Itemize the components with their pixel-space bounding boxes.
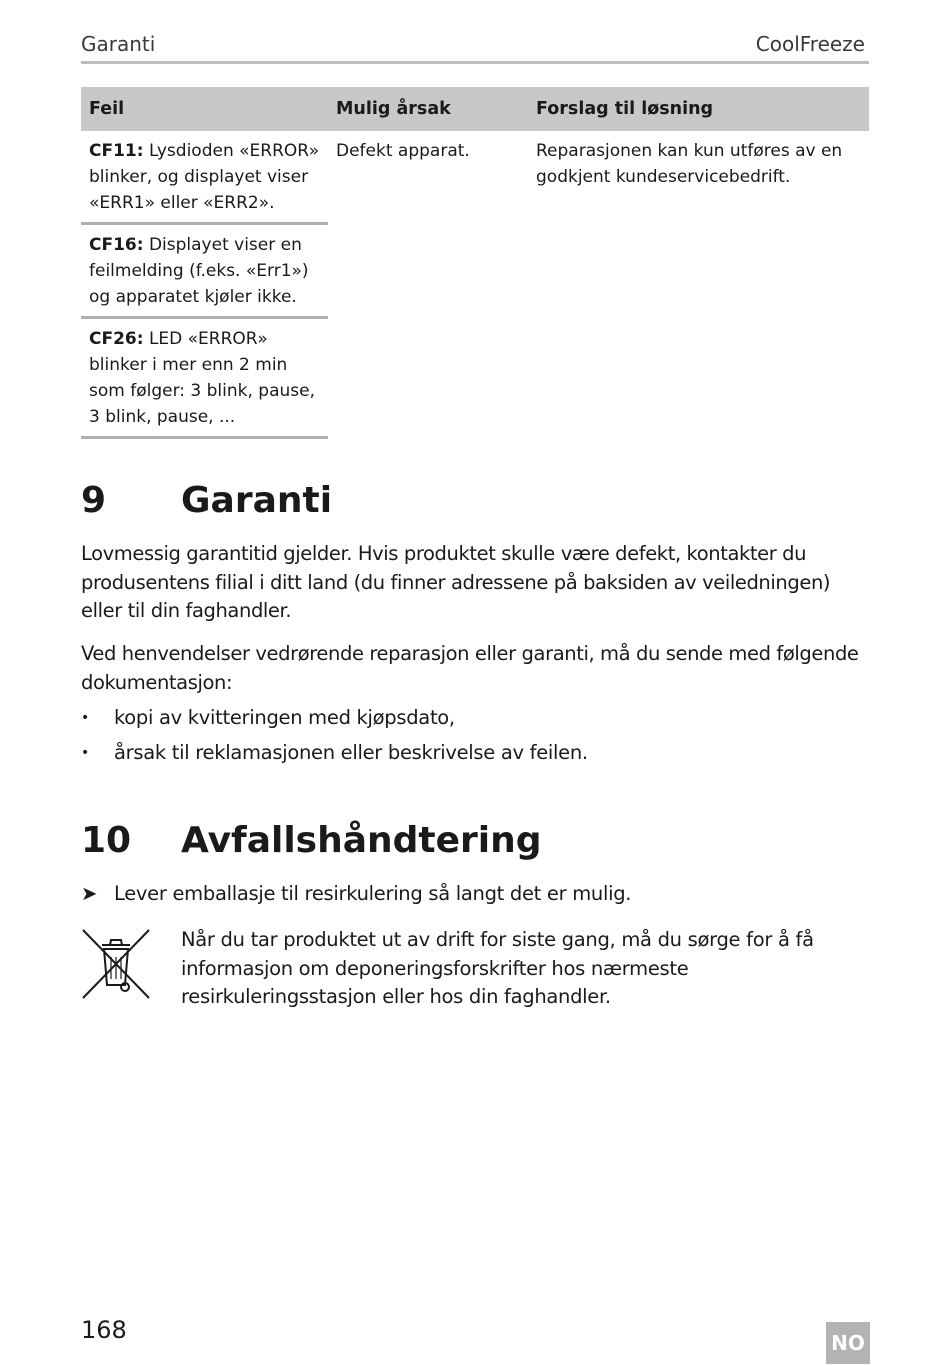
list-item-text: kopi av kvitteringen med kjøpsdato, xyxy=(114,706,455,729)
table-row xyxy=(81,131,869,224)
col-header-fault: Feil xyxy=(81,87,328,131)
section-title: Avfallshåndtering xyxy=(181,820,542,861)
warranty-paragraph-2: Ved henvendelser vedrørende reparasjon eller garanti, må du sende med følgende dokumentasjon: xyxy=(81,642,859,694)
fault-description: LED «ERROR» blinker i mer enn 2 min som følger: 3 blink, pause, 3 blink, pause, ... xyxy=(89,329,315,427)
header-section: Garanti xyxy=(81,32,156,56)
col-header-cause: Mulig årsak xyxy=(328,87,528,131)
fault-cell xyxy=(81,131,328,224)
page-header xyxy=(81,30,869,60)
bullet-icon: • xyxy=(81,745,89,761)
fault-cell xyxy=(81,318,328,438)
cause-cell: Defekt apparat. xyxy=(336,141,470,161)
crossed-out-wheelie-bin-icon xyxy=(80,927,152,1001)
col-header-solution: Forslag til løsning xyxy=(528,87,869,131)
header-divider xyxy=(81,61,869,64)
fault-cell xyxy=(81,224,328,318)
arrow-icon: ➤ xyxy=(81,882,98,905)
fault-table xyxy=(81,87,869,439)
header-product: CoolFreeze xyxy=(755,32,865,56)
section-heading-disposal xyxy=(81,820,542,861)
disposal-paragraph: Når du tar produktet ut av drift for siste gang, må du sørge for å få informasjon om deponeringsforskrifter hos nærmeste resirkuleringsstasjon eller hos din faghandler. xyxy=(181,928,814,1008)
section-heading-warranty xyxy=(81,480,332,521)
table-header-row xyxy=(81,87,869,131)
fault-description: Lysdioden «ERROR» blinker, og displayet viser «ERR1» eller «ERR2». xyxy=(89,141,320,213)
bullet-icon: • xyxy=(81,710,89,726)
page-number: 168 xyxy=(81,1316,127,1344)
language-badge: NO xyxy=(826,1322,870,1364)
section-number: 10 xyxy=(81,820,132,861)
section-number: 9 xyxy=(81,480,107,521)
fault-code: CF26: xyxy=(89,329,144,349)
solution-cell: Reparasjonen kan kun utføres av en godkjent kundeservicebedrift. xyxy=(536,141,843,187)
fault-description: Displayet viser en feilmelding (f.eks. «Err1») og apparatet kjøler ikke. xyxy=(89,235,309,307)
fault-code: CF11: xyxy=(89,141,144,161)
section-title: Garanti xyxy=(181,480,333,521)
warranty-paragraph-1: Lovmessig garantitid gjelder. Hvis produktet skulle være defekt, kontakter du produsentens filial i ditt land (du finner adressene på baksiden av veiledningen) eller til din faghandler. xyxy=(81,542,831,622)
list-item-text: årsak til reklamasjonen eller beskrivelse av feilen. xyxy=(114,741,588,764)
fault-code: CF16: xyxy=(89,235,144,255)
instruction-text: Lever emballasje til resirkulering så langt det er mulig. xyxy=(114,882,632,905)
